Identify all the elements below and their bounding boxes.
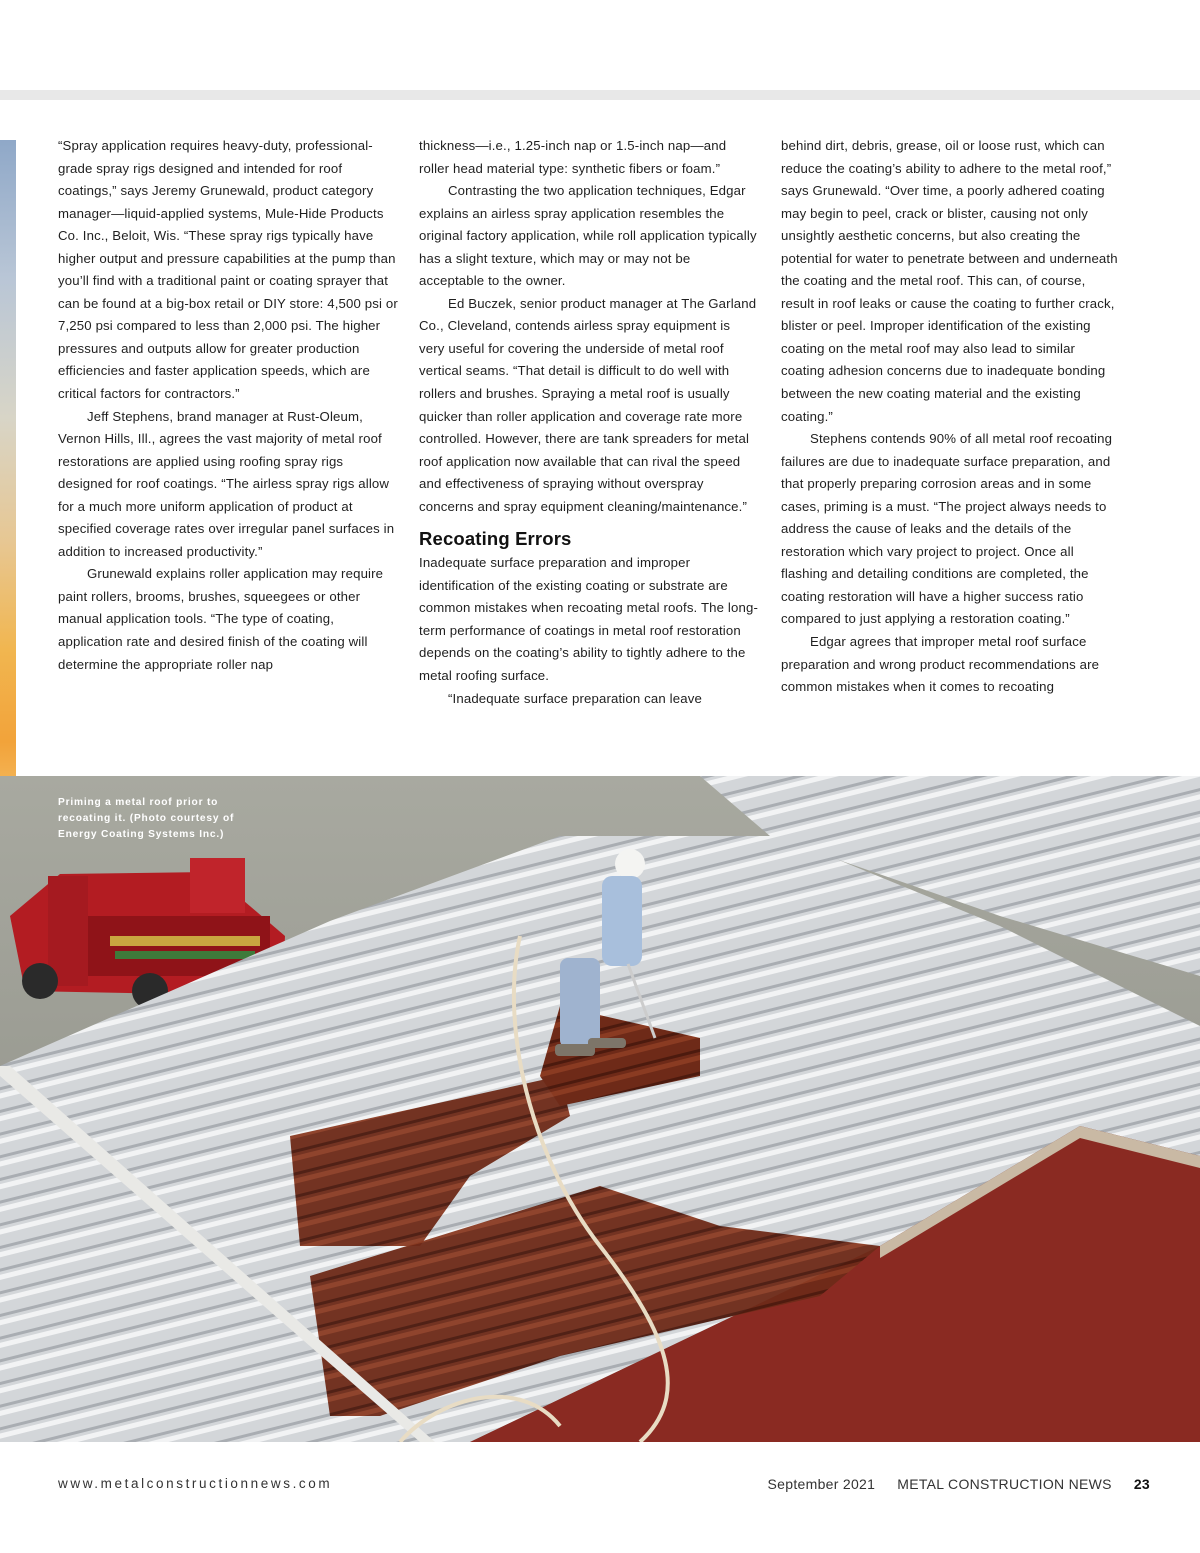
issue-date: September 2021: [767, 1476, 876, 1492]
paragraph: “Inadequate surface preparation can leave: [448, 690, 702, 706]
publication-name: METAL CONSTRUCTION NEWS: [897, 1476, 1112, 1492]
article-column-3: [781, 135, 1121, 699]
paragraph: “Spray application requires heavy-duty, professional-grade spray rigs designed and intended for roof coatings,” says Jeremy Grunewald, product category manager—liquid-applied systems, Mule-Hide Products Co. Inc., Beloit, Wis. “These spray rigs typically have higher output and pressure capabilities at the pump than you’ll find with a traditional paint or coating sprayer that can be found at a big-box retail or DIY store: 4,500 psi or 7,250 psi compared to less than 2,000 psi. The higher pressures and outputs allow for greater production efficiencies and faster application speeds, which are critical factors for contractors.”: [58, 138, 398, 402]
paragraph: Contrasting the two application techniques, Edgar explains an airless spray application resembles the original factory application, while roll application typically has a slight texture, which may or may not be acceptable to the owner.: [419, 183, 757, 289]
section-heading: Recoating Errors: [419, 528, 572, 550]
paragraph: Edgar agrees that improper metal roof surface preparation and wrong product recommendations are common mistakes when it comes to recoating: [781, 634, 1100, 695]
page-number: 23: [1133, 1476, 1150, 1492]
paragraph: Grunewald explains roller application may require paint rollers, brooms, brushes, squeegees or other manual application tools. “The type of coating, application rate and desired finish of the coating will determine the appropriate roller nap: [58, 566, 384, 672]
roof-coating-photo: [0, 776, 1200, 1442]
photo-caption: Priming a metal roof prior to recoating it. (Photo courtesy of Energy Coating Systems Inc.): [58, 797, 235, 840]
footer-folio: [768, 1476, 1150, 1492]
paragraph: Jeff Stephens, brand manager at Rust-Oleum, Vernon Hills, Ill., agrees the vast majority of metal roof restorations are applied using roofing spray rigs designed for roof coatings. “The airless spray rigs allow for a much more uniform application of product at specified coverage rates over irregular panel surfaces in addition to increased productivity.”: [58, 408, 395, 559]
header-band: [0, 90, 1200, 100]
paragraph: behind dirt, debris, grease, oil or loose rust, which can reduce the coating’s ability to adhere to the metal roof,” says Grunewald. “Over time, a poorly adhered coating may begin to peel, crack or blister, causing not only unsightly aesthetic concerns, but also creating the potential for water to penetrate between and underneath the coating and the metal roof. This can, of course, result in roof leaks or cause the coating to further crack, blister or peel. Improper identification of the existing coating on the metal roof may also lead to similar coating adhesion concerns due to inadequate bonding between the new coating material and the existing coating.”: [781, 138, 1118, 424]
paragraph: Inadequate surface preparation and improper identification of the existing coating or substrate are common mistakes when recoating metal roofs. The long-term performance of coatings in metal roof restoration depends on the coating’s ability to tightly adhere to the metal roofing surface.: [419, 555, 759, 684]
paragraph: thickness—i.e., 1.25-inch nap or 1.5-inch nap—and roller head material type: synthetic fibers or foam.”: [419, 138, 727, 176]
article-column-1: [58, 135, 398, 676]
paragraph: Ed Buczek, senior product manager at The Garland Co., Cleveland, contends airless spray equipment is very useful for covering the underside of metal roof vertical seams. “That detail is difficult to do well with rollers and brushes. Spraying a metal roof is usually quicker than roller application and coverage rate more controlled. However, there are tank spreaders for metal roof application now available that can rival the speed and effectiveness of spraying without overspray concerns and spray equipment cleaning/maintenance.”: [419, 295, 757, 514]
article-column-2: [419, 135, 759, 710]
footer-url[interactable]: www.metalconstructionnews.com: [58, 1476, 333, 1491]
paragraph: Stephens contends 90% of all metal roof recoating failures are due to inadequate surface preparation, and that properly preparing corrosion areas and in some cases, priming is a must. “The project always needs to address the cause of leaks and the details of the restoration which vary project to project. Once all flashing and detailing conditions are completed, the coating restoration will have a higher success ratio compared to just applying a restoration coating.”: [781, 431, 1113, 627]
